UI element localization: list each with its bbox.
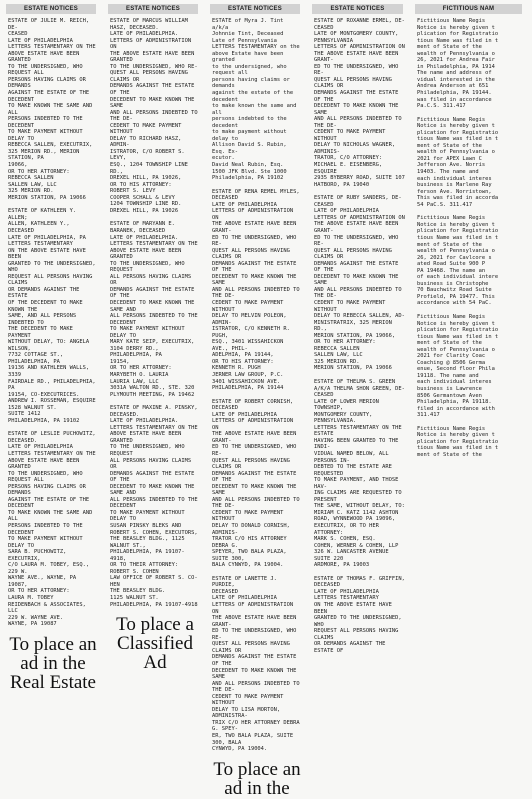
estate-notice-tint: ESTATE of Myra J. Tint a/k/a Johnnie Tint, Deceased Late of Pennsylvania LETTERS TESTAMENTARY on the above Estate have been granted to the undersigned, who request all persons having claims or demands against the estate of the decedent to make known the same and all persons indebted to the decedent to make payment without delay to Allison David S. Rubin, Esq. Ex- ecutor. David Neal Rubin, Esq. 1500 JFK Blvd. Ste 1000 Philadelphia, PA 19102	[212, 18, 300, 182]
column-3	[204, 0, 306, 799]
column-header: ESTATE NOTICES	[108, 4, 198, 14]
fictitious-name-notice: Fictitious Name Regis Notice is hereby given t plication for Registratio tious Name was filed in t ment of State of the wealth of Pennsylvania o 2021 for APEX Lawn C Jefferson Ave. Norris 19403. The name and each individual interes business is Marlene Ray ferson Ave. Norristown, This was filed in accorda 54 PaC.S. 311.417	[417, 116, 499, 208]
fictitious-name-notice: Fictitious Name Regis Notice is hereby given t plication for Registratio tious Name was filed in t ment of State of the wealth of Pennsylvania o 26, 2021 for Cavlcore s ated Road Suite 900 P PA 19468. The name an of each individual intere business is Christophe 70 Bauchwitz Road Suite Profield, PA 19477. This accordance with 54 PaC.	[417, 215, 499, 307]
column-2	[102, 0, 204, 674]
estate-notice-myles: ESTATE OF RENA REMEL MYLES, DECEASED LATE OF PHILADELPHIA LETTERS OF ADMINISTRATION ON THE ABOVE ESTATE HAVE BEEN GRANT- ED TO THE UNDERSIGNED, WHO RE- QUEST ALL PERSONS HAVING CLAIMS OR DEMANDS AGAINST THE ESTATE OF THE DECEDENT TO MAKE KNOWN THE SAME AND ALL PERSONS INDEBTED TO THE DE- CEDENT TO MAKE PAYMENT WITHOUT DELAY TO MELVIN POLEON, ADMIN- ISTRATOR, C/O KENNETH R. PUGH, ESQ., 3401 WISSAHICKON AVE., PHIL- ADELPHIA, PA 19144, OR TO HIS ATTORNEY: KENNETH R. PUGH JERNER LAW GROUP, P.C. 3401 WISSAHICKON AVE. PHILADELPHIA, PA 19144	[212, 188, 300, 392]
column-header: ESTATE NOTICES	[312, 4, 403, 14]
column-body	[8, 18, 98, 693]
column-1	[0, 0, 102, 693]
estate-notice-baranek: ESTATE OF MARYANN E. BARANEK, DECEASED LATE OF PHILADELPHIA. LETTERS TESTAMENTARY ON THE ABOVE ESTATE HAVE BEEN GRANTED TO THE UNDERSIGNED, WHO REQUEST ALL PERSONS HAVING CLAIMS OR DEMANDS AGAINST THE ESTATE OF THE DECEDENT TO MAKE KNOWN THE SAME AND ALL PERSONS INDEBTED TO THE DECEDENT TO MAKE PAYMENT WITHOUT DELAY TO MARY KATE SEIP, EXECUTRIX, 3104 DERRY RD., PHILADELPHIA, PA 19154, OR TO HER ATTORNEY: MARYBETH O. LAURIA LAURIA LAW, LLC 3031A WALTON RD., STE. 320 PLYMOUTH MEETING, PA 19462	[110, 221, 198, 398]
estate-notice-pinsky: ESTATE OF MAXINE A. PINSKY, DECEASED. LATE OF PHILADELPHIA. LETTERS TESTAMENTARY ON THE ABOVE ESTATE HAVE BEEN GRANTED TO THE UNDERSIGNED, WHO REQUEST ALL PERSONS HAVING CLAIMS OR DEMANDS AGAINST THE ESTATE OF THE DECEDENT TO MAKE KNOWN THE SAME AND ALL PERSONS INDEBTED TO THE DECEDENT TO MAKE PAYMENT WITHOUT DELAY TO SUSAN PINSKY BLEKS AND ROBERT S. COHEN, EXECUTORS, THE BEASLEY BLDG., 1125 WALNUT ST., PHILADELPHIA, PA 19107-4918, OR TO THEIR ATTORNEY: ROBERT S. COHEN LAW OFFICE OF ROBERT S. CO- HEN THE BEASLEY BLDG. 1125 WALNUT ST. PHILADELPHIA, PA 19107-4918	[110, 405, 198, 608]
estate-notice-green: ESTATE OF THELMA S. GREEN A/K/A THELMA SHON GREEN, DE- CEASED LATE OF LOWER MERION TOWNSHIP, MONTGOMERY COUNTY, PENNSYLVANIA. LETTERS TESTAMENTARY ON THE ESTATE HAVING BEEN GRANTED TO THE INDI- VIDUAL NAMED BELOW, ALL PERSONS IN- DEBTED TO THE ESTATE ARE REQUESTED TO MAKE PAYMENT, AND THOSE HAV- ING CLAIMS ARE REQUESTED TO PRESENT THE SAME, WITHOUT DELAY, TO: MIRIAM C. KATZ 1142 ASHTON ROAD, WYNNEWOOD PA 19096, EXECUTRIX, OR TO HER ATTORNEY: MARK S. COHEN, ESQ. COHEN, WERNER & COHEN, LLP 326 W. LANCASTER AVENUE SUITE 220 ARDMORE, PA 19003	[314, 378, 405, 569]
estate-notice-reich: ESTATE OF JULIE M. REICH, DE- CEASED LATE OF PHILADELPHIA LETTERS TESTAMENTARY ON THE ABOVE ESTATE HAVE BEEN GRANTED TO THE UNDERSIGNED, WHO REQUEST ALL PERSONS HAVING CLAIMS OR DEMANDS AGAINST THE ESTATE OF THE DECEDENT TO MAKE KNOWN THE SAME AND ALL PERSONS INDEBTED TO THE DECEDENT TO MAKE PAYMENT WITHOUT DELAY TO REBECCA SALLEN, EXECUTRIX, 325 MERION RD., MERION STATION, PA 19066, OR TO HER ATTORNEY: REBECCA SALLEN SALLEN LAW, LLC 325 MERION RD. MERION STATION, PA 19066	[8, 18, 96, 201]
fictitious-name-notice: Fictitious Name Regis Notice is hereby given t plication for Registratio tious Name was filed in t ment of State of the wealth of Pennsylvania o 26, 2021 for Andrea Fair in Philadelphia, PA 1914 The name and address of vidual interested in the Andrea Anderson at 651 Philadelphia, PA 19144. was filed in accordance Pa.C.S. 311.417	[417, 18, 499, 110]
column-body	[314, 18, 405, 654]
column-body	[212, 18, 302, 799]
estate-notice-cornish: ESTATE OF ROBERT CORNISH, DECEASED LATE OF PHILADELPHIA LETTERS OF ADMINISTRATION ON THE ABOVE ESTATE HAVE BEEN GRANT- ED TO THE UNDERSIGNED, WHO RE- QUEST ALL PERSONS HAVING CLAIMS OR DEMANDS AGAINST THE ESTATE OF THE DECEDENT TO MAKE KNOWN THE SAME AND ALL PERSONS INDEBTED TO THE DE- CEDENT TO MAKE PAYMENT WITHOUT DELAY TO DONALD CORNISH, ADMINIS- TRATOR C/O HIS ATTORNEY DEBRA G. SPEYER, TWO BALA PLAZA, SUITE 300, BALA CYNWYD, PA 19004.	[212, 398, 300, 569]
fictitious-name-notice: Fictitious Name Regis Notice is hereby given t plication for Registratio tious Name was filed in t ment of State of the	[417, 425, 499, 458]
column-body	[110, 18, 200, 674]
column-header: ESTATE NOTICES	[210, 4, 300, 14]
estate-notice-ermel: ESTATE OF ROXANNE ERMEL, DE- CEASED LATE OF MONTGOMERY COUNTY, PENNSYLVANIA LETTERS OF ADMINISTRATION ON THE ABOVE ESTATE HAVE BEEN GRANT- ED TO THE UNDERSIGNED, WHO RE- QUEST ALL PERSONS HAVING CLAIMS OR DEMANDS AGAINST THE ESTATE OF THE DECEDENT TO MAKE KNOWN THE SAME AND ALL PERSONS INDEBTED TO THE DE- CEDENT TO MAKE PAYMENT WITHOUT DELAY TO NICHOLAS WAGNER, ADMINIS- TRATOR, C/O ATTORNEY: MICHAEL E. EISENBERG, ESQUIRE 2935 BYBERRY ROAD, SUITE 107 HATBORO, PA 19040	[314, 18, 405, 188]
real-estate-ad-banner[interactable]: To place an ad in the Real Estate	[9, 633, 97, 693]
estate-notice-hasz: ESTATE OF MARCUS WILLIAM HASZ, DECEASED. LATE OF PHILADELPHIA. LETTERS OF ADMINISTRATION ON THE ABOVE ESTATE HAVE BEEN GRANTED TO THE UNDERSIGNED, WHO RE- QUEST ALL PERSONS HAVING CLAIMS OR DEMANDS AGAINST THE ESTATE OF THE DECEDENT TO MAKE KNOWN THE SAME AND ALL PERSONS INDEBTED TO THE DE- CEDENT TO MAKE PAYMENT WITHOUT DELAY TO RICHARD HASZ, ADMIN- ISTRATOR, C/O ROBERT S. LEVY, ESQ., 1204 TOWNSHIP LINE RD., DREXEL HILL, PA 19026, OR TO HIS ATTORNEY: ROBERT S. LEVY COOPER SCHALL & LEVY 1204 TOWNSHIP LINE RD. DREXEL HILL, PA 19026	[110, 18, 198, 214]
estate-notice-allen: ESTATE OF KATHLEEN Y. ALLEN; ALLEN, KATHLEEN Y., DECEASED LATE OF PHILADELPHIA, PA LETTERS TESTAMENTARY ON THE ABOVE ESTATE HAVE BEEN GRANTED TO THE UNDERSIGNED, WHO REQUEST ALL PERSONS HAVING CLAIMS OR DEMANDS AGAINST THE ESTATE OF THE DECEDENT TO MAKE KNOWN THE SAME, AND ALL PERSONS INDEBTED TO THE DECEDENT TO MAKE PAYMENT WITHOUT DELAY, TO: ANGELA WILSON, 7732 COTTAGE ST., PHILADELPHIA, PA 19136 AND KATHLEEN WALLS, 3339 FAIRDALE RD., PHILADELPHIA, PA 19154, CO-EXECUTRICES. ANDREW I. ROSSEMAN, ESQUIRE 1528 WALNUT ST. SUITE 1412 PHILADELPHIA, PA 19102	[8, 208, 96, 424]
column-header: FICTITIOUS NAM	[415, 4, 522, 14]
estate-notice-griffin: ESTATE OF THOMAS F. GRIFFIN, DECEASED LATE OF PHILADELPHIA LETTERS TESTAMENTARY ON THE ABOVE ESTATE HAVE BEEN GRANTED TO THE UNDERSIGNED, WHO REQUEST ALL PERSONS HAVING CLAIMS OR DEMANDS AGAINST THE ESTATE OF	[314, 575, 405, 654]
column-4	[306, 0, 409, 654]
column-header: ESTATE NOTICES	[6, 4, 96, 14]
classified-ad-banner[interactable]: To place a Classified Ad	[116, 614, 194, 674]
fictitious-name-notice: Fictitious Name Regis Notice is hereby given t plication for Registratio tious Name was filed in t ment of State of the wealth of Pennsylvania o 2021 for Clarity Coac Coaching @ 8506 Germa enue, Second floor Phila 19118. The name and each individual interes business is Lawrence 8506 Germantown Aven Philadelphia, PA 19118. filed in accordance with 311.417	[417, 313, 499, 419]
estate-notice-puchowitz: ESTATE OF LESLIE PUCHOWITZ, DECEASED. LATE OF PHILADELPHIA LETTERS TESTAMENTARY ON THE ABOVE ESTATE HAVE BEEN GRANTED TO THE UNDERSIGNED, WHO REQUEST ALL PERSONS HAVING CLAIMS OR DEMANDS AGAINST THE ESTATE OF THE DECEDENT TO MAKE KNOWN THE SAME AND ALL PERSONS INDEBTED TO THE DECEDENT TO MAKE PAYMENT WITHOUT DELAY TO SARA B. PUCHOWITZ, EXECUTRIX, C/O LAURA M. TOBEY, ESQ., 229 W. WAYNE AVE., WAYNE, PA 19087, OR TO HER ATTORNEY: LAURA M. TOBEY REIDENBACH & ASSOCIATES, LLC 229 W. WAYNE AVE. WAYNE, PA 19087	[8, 431, 96, 628]
estate-notice-sanders: ESTATE OF RUBY SANDERS, DE- CEASED LATE OF PHILADELPHIA LETTERS OF ADMINISTRATION ON THE ABOVE ESTATE HAVE BEEN GRANT- ED TO THE UNDERSIGNED, WHO RE- QUEST ALL PERSONS HAVING CLAIMS OR DEMANDS AGAINST THE ESTATE OF THE DECEDENT TO MAKE KNOWN THE SAME AND ALL PERSONS INDEBTED TO THE DE- CEDENT TO MAKE PAYMENT WITHOUT DELAY TO REBECCA SALLEN, AD- MINISTRATRIX, 325 MERION RD., MERION STATION, PA 19066, OR TO HER ATTORNEY: REBECCA SALLEN SALLEN LAW, LLC 325 MERION RD. MERION STATION, PA 19066	[314, 195, 405, 372]
ad-banner[interactable]: To place an ad in the	[213, 758, 301, 799]
column-5	[409, 0, 512, 512]
estate-notice-purdie: ESTATE OF LANETTE J. PURDIE, DECEASED LATE OF PHILADELPHIA LETTERS OF ADMINISTRATION ON THE ABOVE ESTATE HAVE BEEN GRANT- ED TO THE UNDERSIGNED, WHO RE- QUEST ALL PERSONS HAVING CLAIMS OR DEMANDS AGAINST THE ESTATE OF THE DECEDENT TO MAKE KNOWN THE SAME AND ALL PERSONS INDEBTED TO THE DE- CEDENT TO MAKE PAYMENT WITHOUT DELAY TO LISA MORTON, ADMINISTRA- TRIX C/O HER ATTORNEY DEBRA G. SPEY- ER, TWO BALA PLAZA, SUITE 300, BALA CYNWYD, PA 19004.	[212, 575, 300, 753]
column-body	[417, 18, 532, 512]
